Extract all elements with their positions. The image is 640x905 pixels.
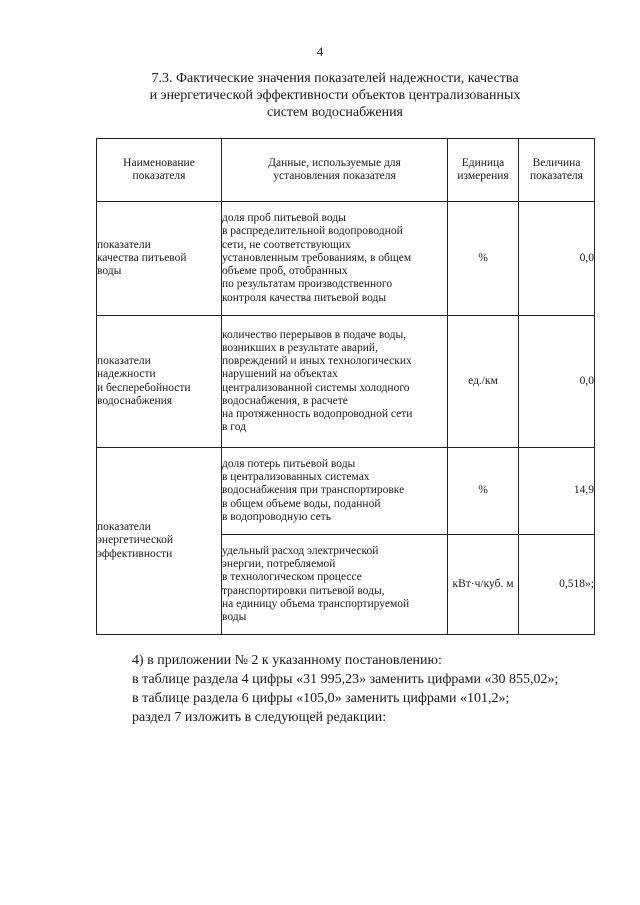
description-line: доля потерь питьевой воды [222, 457, 356, 470]
indicator-line: надежности [97, 368, 156, 381]
section-title [100, 70, 570, 121]
value-cell: 14,9 [519, 448, 595, 535]
description-line: транспортировки питьевой воды, [222, 584, 385, 597]
description-line: контроля качества питьевой воды [222, 291, 387, 304]
indicator-reliability [97, 316, 222, 448]
header-text: показателя [530, 170, 583, 182]
description-line: централизованной системы холодного [222, 381, 410, 394]
description-line: сети, не соответствующих [222, 238, 351, 251]
indicator-quality [97, 202, 222, 316]
indicator-line: и бесперебойности [97, 381, 191, 394]
description-line: в год [222, 421, 247, 434]
unit-cell: кВт·ч/куб. м [448, 535, 519, 635]
header-indicator-name [97, 139, 222, 202]
description-line: нарушений на объектах [222, 368, 338, 381]
title-line: систем водоснабжения [266, 105, 403, 120]
indicator-line: водоснабжения [97, 394, 173, 407]
header-value [519, 139, 595, 202]
description-line: по результатам производственного [222, 278, 393, 291]
header-data-used [222, 139, 448, 202]
description-line: в технологическом процессе [222, 571, 362, 584]
indicator-line: показатели [97, 238, 151, 251]
description-line: возникших в результате аварий, [222, 341, 378, 354]
description-line: в общем объеме воды, поданной [222, 497, 381, 510]
description-line: на единицу объема транспортируемой [222, 597, 410, 610]
description-line: повреждений и иных технологических [222, 355, 412, 368]
description-line: удельный расход электрической [222, 544, 379, 557]
header-text: Единица [461, 156, 505, 169]
indicator-line: качества питьевой [97, 251, 187, 264]
title-line: 7.3. Фактические значения показателей надежности, качества [151, 71, 519, 86]
header-text: Наименование [123, 156, 195, 169]
description-line: на протяженность водопроводной сети [222, 407, 413, 420]
description-line: воды [222, 610, 247, 623]
indicators-table [96, 138, 595, 635]
indicator-description [222, 202, 448, 316]
title-line: и энергетической эффективности объектов централизованных [149, 88, 521, 103]
description-line: водоснабжения при транспортировке [222, 484, 405, 497]
description-line: энергии, потребляемой [222, 558, 336, 571]
indicator-description [222, 316, 448, 448]
description-line: установленным требованиям, в общем [222, 251, 412, 264]
table-row [97, 316, 595, 448]
amendment-paragraph: 4) в приложении № 2 к указанному постановлению: [132, 653, 442, 668]
header-text: Величина [532, 156, 581, 169]
indicator-energy-efficiency [97, 448, 222, 635]
description-line: объеме проб, отобранных [222, 265, 348, 278]
indicator-line: воды [97, 265, 122, 278]
description-line: в распределительной водопроводной [222, 225, 403, 238]
indicator-description [222, 448, 448, 535]
description-line: в водопроводную сеть [222, 510, 331, 523]
description-line: количество перерывов в подаче воды, [222, 328, 407, 341]
page-number: 4 [316, 44, 324, 59]
indicator-line: показатели [97, 521, 151, 534]
header-text: показателя [132, 170, 186, 182]
unit-cell: % [448, 448, 519, 535]
value-cell: 0,0 [519, 316, 595, 448]
indicator-line: энергетической [97, 534, 173, 547]
header-text: измерения [457, 170, 509, 182]
description-line: доля проб питьевой воды [222, 212, 346, 225]
indicator-line: эффективности [97, 547, 173, 560]
indicator-line: показатели [97, 355, 151, 368]
header-text: Данные, используемые для [268, 156, 401, 169]
amendment-paragraph: раздел 7 изложить в следующей редакции: [132, 710, 387, 725]
value-cell: 0,518»; [519, 535, 595, 635]
description-line: в централизованных системах [222, 471, 370, 484]
table-header-row [97, 139, 595, 202]
indicator-description [222, 535, 448, 635]
description-line: водоснабжения, в расчете [222, 394, 348, 407]
header-text: установления показателя [273, 170, 396, 182]
table-row [97, 202, 595, 316]
value-cell: 0,0 [519, 202, 595, 316]
header-unit [448, 139, 519, 202]
amendment-paragraph: в таблице раздела 6 цифры «105,0» заменить цифрами «101,2»; [132, 691, 510, 706]
unit-cell: ед./км [448, 316, 519, 448]
unit-cell: % [448, 202, 519, 316]
amendment-paragraph: в таблице раздела 4 цифры «31 995,23» заменить цифрами «30 855,02»; [132, 672, 559, 687]
table-row [97, 448, 595, 535]
